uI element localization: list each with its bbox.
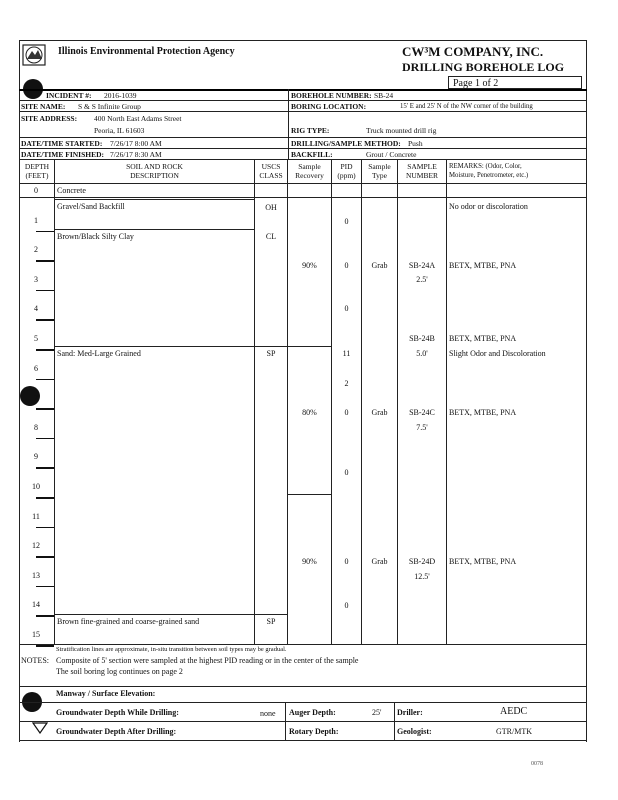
col-recovery-header: Sample Recovery: [295, 162, 324, 180]
gw-while-value: none: [260, 709, 276, 718]
soil-layer-3: Brown/Black Silty Clay: [57, 232, 134, 241]
sample-number-c: SB-24C: [409, 408, 435, 417]
depth-label: 14: [32, 600, 40, 610]
backfill-value: Grout / Concrete: [366, 150, 417, 159]
depth-tick: [36, 645, 54, 647]
borehole-value: SB-24: [374, 91, 394, 100]
depth-tick: [36, 379, 54, 381]
document-title: DRILLING BOREHOLE LOG: [402, 60, 565, 74]
stratification-note: Stratification lines are approximate, in-situ transition between soil types may be gradual.: [56, 646, 287, 653]
pid-value: 0: [344, 468, 349, 477]
depth-tick: [36, 290, 54, 292]
recovery-2: 80%: [302, 408, 317, 417]
soil-layer-5: Brown fine-grained and coarse-grained sand: [57, 617, 200, 626]
incident-label: INCIDENT #:: [46, 91, 92, 100]
depth-tick: [36, 527, 54, 529]
pid-value: 0: [344, 304, 349, 313]
sample-type-1: Grab: [371, 261, 388, 270]
col-number-header: SAMPLE NUMBER: [405, 162, 439, 180]
soil-layer-1: Concrete: [57, 186, 86, 195]
depth-tick: [36, 260, 54, 262]
rig-type-label: RIG TYPE:: [291, 126, 330, 135]
depth-label: 15: [32, 630, 40, 639]
col-remarks-header: REMARKS: (Odor, Color, Moisture, Penetrometer, etc.): [449, 163, 529, 179]
recovery-1: 90%: [302, 261, 317, 270]
pid-value: 0: [344, 408, 349, 417]
backfill-label: BACKFILL:: [291, 150, 333, 159]
sample-type-3: Grab: [371, 557, 388, 566]
sample-number-a: SB-24A: [408, 261, 436, 270]
geologist-value: GTR/MTK: [496, 727, 532, 736]
boring-location-value: 15' E and 25' N of the NW corner of the building: [400, 103, 533, 110]
boring-location-label: BORING LOCATION:: [291, 102, 367, 111]
rig-type-value: Truck mounted drill rig: [366, 126, 437, 135]
company-name: CW³M COMPANY, INC.: [402, 44, 544, 59]
depth-tick: [36, 586, 54, 588]
uscs-layer-5: SP: [266, 617, 276, 626]
date-finished-value: 7/26/17 8:30 AM: [110, 150, 162, 159]
agency-name: Illinois Environmental Protection Agency: [58, 46, 235, 57]
depth-label: 13: [32, 570, 40, 580]
depth-label: 11: [32, 511, 40, 521]
pid-value: 0: [344, 601, 349, 610]
gw-while-label: Groundwater Depth While Drilling:: [56, 708, 179, 717]
col-type-header: Sample Type: [368, 162, 391, 180]
remark: Slight Odor and Discoloration: [449, 349, 546, 358]
sample-number-b: SB-24B: [409, 334, 435, 343]
agency-seal-icon: [22, 44, 46, 66]
remark: BETX, MTBE, PNA: [449, 557, 517, 566]
page-number: 1: [474, 78, 480, 89]
date-started-value: 7/26/17 8:00 AM: [110, 139, 162, 148]
geologist-label: Geologist:: [397, 727, 432, 736]
col-depth-header: DEPTH (FEET): [24, 162, 50, 180]
driller-value: AEDC: [500, 706, 528, 717]
depth-tick: [36, 349, 54, 351]
borehole-label: BOREHOLE NUMBER:: [291, 91, 372, 100]
page-mark: 0078: [531, 761, 543, 767]
auger-label: Auger Depth:: [289, 708, 336, 717]
depth-label: 8: [34, 422, 38, 432]
sample-depth-b: 5.0': [416, 349, 428, 358]
incident-value: 2016-1039: [104, 91, 137, 100]
remark: BETX, MTBE, PNA: [449, 408, 517, 417]
page-indicator: [448, 76, 582, 89]
depth-label: 7: [34, 393, 38, 403]
remark: BETX, MTBE, PNA: [449, 334, 517, 343]
site-address-line2: Peoria, IL 61603: [94, 126, 145, 135]
sample-depth-a: 2.5': [416, 275, 428, 284]
page-of-label: of: [482, 78, 491, 89]
depth-label: 5: [34, 334, 38, 343]
method-value: Push: [408, 139, 423, 148]
date-finished-label: DATE/TIME FINISHED:: [21, 150, 104, 159]
depth-label: 10: [32, 482, 40, 491]
page-label: Page: [453, 78, 473, 89]
sample-type-2: Grab: [371, 408, 388, 417]
driller-label: Driller:: [397, 708, 423, 717]
frame-left: [19, 40, 20, 742]
groundwater-after-icon: [32, 722, 48, 734]
pid-value: 0: [344, 261, 349, 270]
col-soil-header: SOIL AND ROCK DESCRIPTION: [126, 162, 183, 180]
depth-label: 2: [34, 245, 38, 255]
col-uscs-header: USCS CLASS: [259, 162, 283, 180]
depth-tick: [36, 467, 54, 469]
pid-value: 2: [344, 379, 349, 388]
col-pid-header: PID (ppm): [337, 162, 356, 180]
frame-right: [586, 40, 587, 742]
gw-after-label: Groundwater Depth After Drilling:: [56, 727, 177, 736]
uscs-layer-3: CL: [265, 232, 277, 241]
depth-label: 12: [32, 541, 40, 551]
depth-tick: [36, 615, 54, 617]
depth-tick: [36, 438, 54, 440]
depth-label: 3: [34, 274, 38, 284]
depth-tick: [36, 497, 54, 499]
rotary-label: Rotary Depth:: [289, 727, 339, 736]
site-name-value: S & S Infinite Group: [78, 102, 141, 111]
pid-value: 0: [344, 217, 349, 226]
frame-top: [19, 40, 587, 41]
soil-layer-2: Gravel/Sand Backfill: [57, 202, 125, 211]
note-line-2: The soil boring log continues on page 2: [56, 667, 183, 676]
site-address-label: SITE ADDRESS:: [21, 114, 78, 123]
depth-label: 6: [34, 363, 38, 373]
date-started-label: DATE/TIME STARTED:: [21, 139, 103, 148]
pid-value: 11: [342, 349, 351, 358]
depth-label: 1: [34, 215, 38, 225]
auger-value: 25': [372, 708, 382, 717]
depth-tick: [36, 231, 54, 233]
depth-tick: [36, 556, 54, 558]
depth-label: 9: [34, 452, 38, 462]
depth-label: 0: [34, 186, 38, 195]
sample-depth-c: 7.5': [416, 423, 428, 432]
sample-number-d: SB-24D: [408, 557, 436, 566]
remark: BETX, MTBE, PNA: [449, 261, 517, 270]
pid-value: 0: [344, 557, 349, 566]
depth-tick: [36, 319, 54, 321]
sample-depth-d: 12.5': [414, 572, 430, 581]
manway-label: Manway / Surface Elevation:: [56, 689, 156, 698]
uscs-layer-4: SP: [266, 349, 276, 358]
soil-layer-4: Sand: Med-Large Grained: [57, 349, 141, 358]
site-name-label: SITE NAME:: [21, 102, 66, 111]
note-line-1: Composite of 5' section were sampled at the highest PID reading or in the center of the sample: [56, 656, 359, 665]
depth-label: 4: [34, 304, 38, 314]
method-label: DRILLING/SAMPLE METHOD:: [291, 139, 401, 148]
depth-tick: [36, 408, 54, 410]
site-address-line1: 400 North East Adams Street: [94, 114, 182, 123]
notes-label: NOTES:: [21, 656, 49, 665]
remark: No odor or discoloration: [449, 202, 528, 211]
recovery-3: 90%: [302, 557, 317, 566]
page-total: 2: [493, 78, 499, 89]
uscs-layer-2: OH: [265, 203, 277, 212]
